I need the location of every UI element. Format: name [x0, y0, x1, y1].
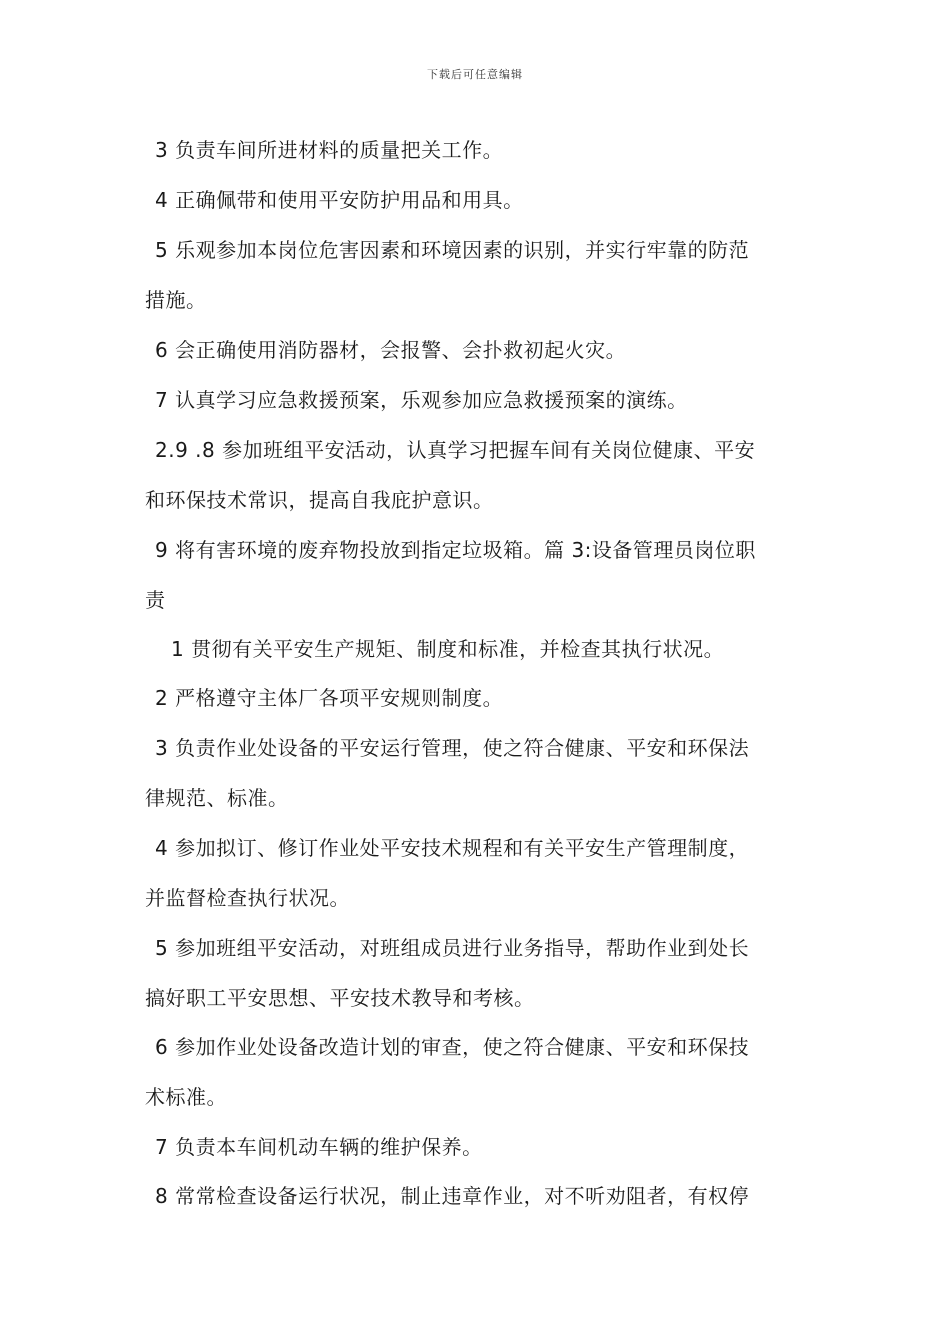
paragraph-line: 7 认真学习应急救援预案，乐观参加应急救援预案的演练。	[155, 388, 688, 412]
paragraph-line: 9 将有害环境的废弃物投放到指定垃圾箱。篇 3:设备管理员岗位职	[155, 538, 756, 562]
paragraph-line: 3 负责车间所进材料的质量把关工作。	[155, 138, 504, 162]
paragraph-line: 措施。	[145, 288, 207, 312]
paragraph-line: 7 负责本车间机动车辆的维护保养。	[155, 1135, 483, 1159]
paragraph-line: 律规范、标准。	[145, 786, 289, 810]
paragraph-line: 5 参加班组平安活动，对班组成员进行业务指导，帮助作业到处长	[155, 936, 750, 960]
paragraph-line: 8 常常检查设备运行状况，制止违章作业，对不听劝阻者，有权停	[155, 1184, 750, 1208]
paragraph-line: 并监督检查执行状况。	[145, 886, 350, 910]
paragraph-line: 责	[145, 588, 166, 612]
paragraph-line: 和环保技术常识，提高自我庇护意识。	[145, 488, 494, 512]
paragraph-line: 术标准。	[145, 1085, 227, 1109]
paragraph-line: 1 贯彻有关平安生产规矩、制度和标准，并检查其执行状况。	[171, 637, 725, 661]
paragraph-line: 6 会正确使用消防器材，会报警、会扑救初起火灾。	[155, 338, 627, 362]
page-header: 下载后可任意编辑	[427, 68, 523, 81]
paragraph-line: 2.9 .8 参加班组平安活动，认真学习把握车间有关岗位健康、平安	[155, 438, 756, 462]
paragraph-line: 5 乐观参加本岗位危害因素和环境因素的识别，并实行牢靠的防范	[155, 238, 750, 262]
paragraph-line: 6 参加作业处设备改造计划的审查，使之符合健康、平安和环保技	[155, 1035, 750, 1059]
paragraph-line: 4 正确佩带和使用平安防护用品和用具。	[155, 188, 524, 212]
paragraph-line: 3 负责作业处设备的平安运行管理，使之符合健康、平安和环保法	[155, 736, 750, 760]
paragraph-line: 4 参加拟订、修订作业处平安技术规程和有关平安生产管理制度，	[155, 836, 750, 860]
paragraph-line: 搞好职工平安思想、平安技术教导和考核。	[145, 986, 535, 1010]
paragraph-line: 2 严格遵守主体厂各项平安规则制度。	[155, 686, 504, 710]
